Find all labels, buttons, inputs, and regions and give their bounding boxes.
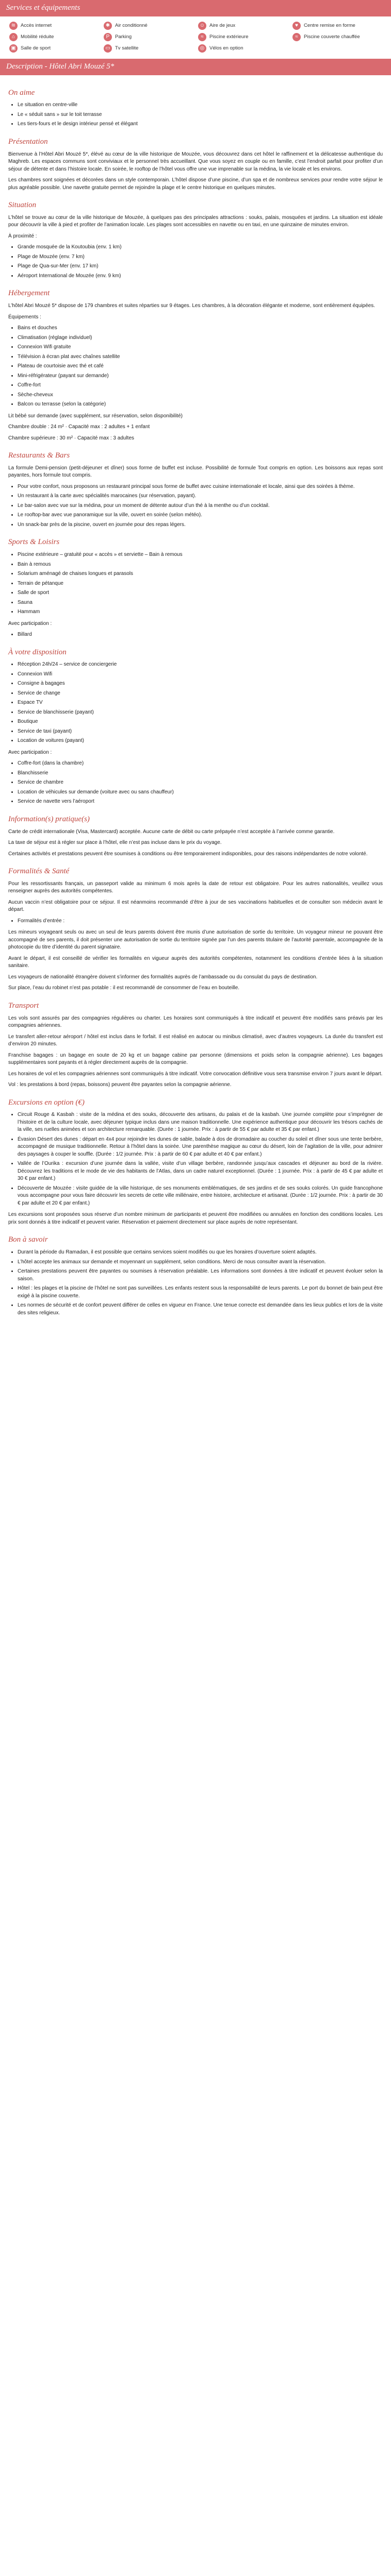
pool-icon: ≈ xyxy=(198,33,206,41)
paragraph: Lit bébé sur demande (avec supplément, sur réservation, selon disponibilité) xyxy=(8,413,183,419)
bullet-item: • Évasion Désert des dunes : départ en 4x4 pour rejoindre les dunes de sable, balade à dos de dromadaire au coucher du soleil et dîner sous une tente berbère, accompagné de musique traditionnelle. Retour à l’hôtel dans la soirée. Une parenthèse magique au cœur du désert, loin de l’agitation de la ville, pour admirer des paysages à couper le souffle. (Durée : 1/2 journée. Prix : à partir de 60 € par adulte et 40 € par enfant.) xyxy=(18,1136,383,1159)
section-excursions xyxy=(8,1097,383,1227)
paragraph: La formule Demi-pension (petit-déjeuner et dîner) sous forme de buffet est incluse. Possibilité de formule Tout compris en option. Les boissons aux repas sont payantes, hors formule tout compris. xyxy=(8,465,383,479)
bullet-item: • Climatisation (réglage individuel) xyxy=(18,334,383,342)
service-label: Aire de jeux xyxy=(209,22,236,28)
section-situation xyxy=(8,200,383,280)
bullet-item: • Location de véhicules sur demande (voiture avec ou sans chauffeur) xyxy=(18,789,383,796)
bullet-item: • Hôtel : les plages et la piscine de l’hôtel ne sont pas surveillées. Les enfants restent sous la responsabilité de leurs parents. Le port du bonnet de bain peut être exigé à la piscine couverte. xyxy=(18,1285,383,1300)
bullet-item: • Plage de Qua-sur-Mer (env. 17 km) xyxy=(18,263,383,270)
description-content xyxy=(0,75,391,1332)
section-title: Transport xyxy=(8,1001,39,1010)
bullet-item: • Bains et douches xyxy=(18,325,383,332)
bullet-item: • Réception 24h/24 – service de conciergerie xyxy=(18,661,383,669)
bullet-item: • Piscine extérieure – gratuité pour « accès » et serviette – Bain à remous xyxy=(18,551,383,559)
service-label: Accès internet xyxy=(21,22,52,28)
section-bon-a-savoir xyxy=(8,1234,383,1317)
services-header: Services et équipements xyxy=(0,0,391,16)
service-label: Centre remise en forme xyxy=(304,22,355,28)
section-title: Restaurants & Bars xyxy=(8,451,70,460)
section-hebergement xyxy=(8,288,383,442)
paragraph: Chambre double : 24 m² · Capacité max : 2 adultes + 1 enfant xyxy=(8,424,150,430)
section-title: Bon à savoir xyxy=(8,1235,48,1244)
bullet-item: • Plage de Mouzée (env. 7 km) xyxy=(18,253,383,261)
bullet-item: • L’hôtel accepte les animaux sur demande et moyennant un supplément, selon conditions. Merci de nous consulter avant la réservation. xyxy=(18,1259,383,1266)
pool-icon: ≈ xyxy=(292,33,301,41)
paragraph: Avant le départ, il est conseillé de vérifier les formalités en vigueur auprès des autorités compétentes, notamment les conditions d’entrée liées à la situation sanitaire. xyxy=(8,955,383,969)
bullet-item: • Le situation en centre-ville xyxy=(18,101,383,109)
section-transport xyxy=(8,1001,383,1089)
bullet-item: • Billard xyxy=(18,631,383,639)
service-label: Air conditionné xyxy=(115,22,148,28)
bullet-item: • Service de blanchisserie (payant) xyxy=(18,709,383,717)
bullet-item: • Formalités d’entrée : xyxy=(18,918,383,925)
bullet-list xyxy=(8,325,383,409)
bullet-item: • Bain à remous xyxy=(18,561,383,569)
bullet-item: • Connexion Wifi gratuite xyxy=(18,344,383,351)
paragraph: L’hôtel Abri Mouzé 5* dispose de 179 chambres et suites réparties sur 9 étages. Les chambres, à la décoration élégante et moderne, sont entièrement équipées. xyxy=(8,303,375,309)
bullet-list xyxy=(8,631,383,639)
bullet-item: • Espace TV xyxy=(18,699,383,707)
paragraph: Certaines activités et prestations peuvent être soumises à conditions ou être temporairement indisponibles, pour des raisons indépendantes de notre volonté. xyxy=(8,851,368,857)
service-label: Mobilité réduite xyxy=(21,33,54,40)
bullet-list xyxy=(8,483,383,529)
bullet-item: • Le bar-salon avec vue sur la médina, pour un moment de détente autour d’un thé à la menthe ou d’un cocktail. xyxy=(18,502,383,510)
bullet-item: • Les tiers-fours et le design intérieur pensé et élégant xyxy=(18,121,383,128)
section-a-noter xyxy=(8,88,383,128)
service-item xyxy=(198,33,287,41)
service-item xyxy=(9,33,99,41)
section-formalites xyxy=(8,866,383,992)
bullet-item: • Balcon ou terrasse (selon la catégorie) xyxy=(18,401,383,409)
bullet-list xyxy=(8,661,383,745)
service-label: Vélos en option xyxy=(209,45,243,51)
bullet-list xyxy=(8,760,383,806)
bullet-item: • Coffre-fort (dans la chambre) xyxy=(18,760,383,768)
bullet-item: • Salle de sport xyxy=(18,589,383,597)
paragraph: Les mineurs voyageant seuls ou avec un seul de leurs parents doivent être munis d’une autorisation de sortie du territoire. Un voyageur mineur ne pouvant être accompagné de ses parents, il doit présenter une autorisation de sortie du territoire signée par l’un des parents titulaire de l’autorité parentale, accompagnée de la photocopie du titre d’identité du parent signataire. xyxy=(8,929,383,951)
bullet-item: • Location de voitures (payant) xyxy=(18,737,383,745)
bullet-item: • Hammam xyxy=(18,608,383,616)
wifi-icon: ≋ xyxy=(9,22,18,30)
bullet-item: • Le « séduit sans » sur le toit terrasse xyxy=(18,111,383,119)
bullet-item: • Consigne à bagages xyxy=(18,680,383,688)
room-icon: ▣ xyxy=(9,44,18,53)
bullet-item: • Solarium aménagé de chaises longues et parasols xyxy=(18,570,383,578)
service-label: Salle de sport xyxy=(21,45,51,51)
paragraph: Le transfert aller-retour aéroport / hôtel est inclus dans le forfait. Il est réalisé en autocar ou minibus climatisé, avec d’autres voyageurs. La durée du transfert est d’environ 20 minutes. xyxy=(8,1033,383,1047)
section-title: Formalités & Santé xyxy=(8,867,70,875)
car-icon: ⌂ xyxy=(9,33,18,41)
section-title: Information(s) pratique(s) xyxy=(8,815,90,823)
bullet-item: • Service de change xyxy=(18,690,383,698)
section-title: Situation xyxy=(8,201,37,209)
service-item xyxy=(198,44,287,53)
section-title: Présentation xyxy=(8,137,48,146)
paragraph: Les vols sont assurés par des compagnies régulières ou charter. Les horaires sont communiqués à titre indicatif et peuvent être modifiés sans préavis par les compagnies aériennes. xyxy=(8,1015,383,1028)
paragraph: Les voyageurs de nationalité étrangère doivent s’informer des formalités auprès de l’ambassade ou du consulat du pays de destination. xyxy=(8,974,318,980)
bullet-item: • Le rooftop-bar avec vue panoramique sur la ville, ouvert en soirée (selon météo). xyxy=(18,512,383,519)
bullet-item: • Connexion Wifi xyxy=(18,671,383,679)
service-item xyxy=(198,22,287,30)
section-title: On aime xyxy=(8,88,35,97)
section-title: Hébergement xyxy=(8,289,50,298)
bullet-list xyxy=(8,1111,383,1207)
paragraph: Les excursions sont proposées sous réserve d’un nombre minimum de participants et peuvent être modifiées ou annulées en fonction des conditions locales. Les prix sont donnés à titre indicatif et peuvent varier. Réservation et paiement directement sur place auprès de notre représentant. xyxy=(8,1212,383,1225)
paragraph: Franchise bagages : un bagage en soute de 20 kg et un bagage cabine par personne (dimensions et poids selon la compagnie aérienne). Les bagages supplémentaires sont payants et à régler directement auprès de la compagnie. xyxy=(8,1052,383,1065)
bullet-item: • Un snack-bar près de la piscine, ouvert en journée pour des repas légers. xyxy=(18,521,383,529)
section-title: Sports & Loisirs xyxy=(8,538,60,547)
snowflake-icon: ✱ xyxy=(104,22,112,30)
bullet-item: • Aéroport International de Mouzée (env. 9 km) xyxy=(18,273,383,280)
bullet-item: • Service de taxi (payant) xyxy=(18,728,383,736)
bullet-item: • Coffre-fort xyxy=(18,382,383,389)
service-label: Tv satellite xyxy=(115,45,139,51)
bullet-item: • Blanchisserie xyxy=(18,770,383,777)
service-label: Parking xyxy=(115,33,132,40)
services-grid xyxy=(0,16,391,59)
bullet-item: • Découverte de Mouzée : visite guidée de la ville historique, de ses monuments emblématiques, de ses jardins et de ses souks colorés. Un guide francophone vous accompagne pour vous faire découvrir les secrets de cette ville millénaire, entre histoire, architecture et artisanat. (Durée : 1/2 journée. Prix : à partir de 30 € par adulte et 20 € par enfant.) xyxy=(18,1185,383,1208)
service-item xyxy=(9,22,99,30)
bullet-item: • Certaines prestations peuvent être payantes ou soumises à réservation préalable. Les informations sont données à titre indicatif et peuvent évoluer selon la saison. xyxy=(18,1268,383,1283)
service-label: Piscine extérieure xyxy=(209,33,249,40)
bullet-list xyxy=(8,1249,383,1317)
bullet-list xyxy=(8,244,383,280)
bullet-item: • Boutique xyxy=(18,718,383,726)
paragraph: Aucun vaccin n’est obligatoire pour ce séjour. Il est néanmoins recommandé d’être à jour de ses vaccinations habituelles et de consulter son médecin avant le départ. xyxy=(8,899,383,913)
paragraph: Pour les ressortissants français, un passeport valide au minimum 6 mois après la date de retour est obligatoire. Pour les autres nationalités, veuillez vous renseigner auprès des autorités compétentes. xyxy=(8,880,383,894)
bullet-item: • Plateau de courtoisie avec thé et café xyxy=(18,363,383,370)
bike-icon: ◎ xyxy=(198,44,206,53)
bullet-item: • Les normes de sécurité et de confort peuvent différer de celles en vigueur en France. Une tenue correcte est demandée dans les lieux publics et lors de la visite des sites religieux. xyxy=(18,1302,383,1317)
description-header: Description - Hôtel Abri Mouzé 5* xyxy=(0,59,391,75)
paragraph: Les chambres sont soignées et décorées dans un style contemporain. L’hôtel dispose d’une piscine, d’un spa et de nombreux services pour rendre votre séjour le plus agréable possible. Une navette gratuite permet de rejoindre la plage et le centre historique en quelques minutes. xyxy=(8,177,383,191)
bullet-list xyxy=(8,101,383,128)
paragraph: Sur place, l’eau du robinet n’est pas potable : il est recommandé de consommer de l’eau en bouteille. xyxy=(8,985,240,991)
kids-icon: ☺ xyxy=(198,22,206,30)
bullet-item: • Télévision à écran plat avec chaînes satellite xyxy=(18,353,383,361)
parking-icon: P xyxy=(104,33,112,41)
service-item xyxy=(104,33,193,41)
paragraph: Avec participation : xyxy=(8,620,52,626)
paragraph: Vol : les prestations à bord (repas, boissons) peuvent être payantes selon la compagnie aérienne. xyxy=(8,1082,232,1088)
paragraph: Avec participation : xyxy=(8,749,52,755)
bullet-item: • Circuit Rouge & Kasbah : visite de la médina et des souks, découverte des artisans, du palais et de la kasbah. Une journée complète pour s’imprégner de l’histoire et de la culture locale, avec déjeuner typique inclus dans une maison traditionnelle. Une expérience authentique pour découvrir les trésors cachés de la ville, ses ruelles animées et son architecture remarquable. (Durée : 1 journée. Prix : à partir de 55 € par adulte et 35 € par enfant.) xyxy=(18,1111,383,1134)
bullet-list xyxy=(8,918,383,925)
bullet-item: • Mini-réfrigérateur (payant sur demande) xyxy=(18,372,383,380)
bullet-item: • Service de navette vers l’aéroport xyxy=(18,798,383,806)
paragraph: Les horaires de vol et les compagnies aériennes sont communiqués à titre indicatif. Votre convocation définitive vous sera transmise environ 7 jours avant le départ. xyxy=(8,1071,383,1077)
tv-icon: ▭ xyxy=(104,44,112,53)
paragraph: Équipements : xyxy=(8,314,41,320)
fitness-icon: ♥ xyxy=(292,22,301,30)
bullet-item: • Pour votre confort, nous proposons un restaurant principal sous forme de buffet avec cuisine internationale et locale, ainsi que des soirées à thème. xyxy=(18,483,383,491)
section-title: Excursions en option (€) xyxy=(8,1098,85,1107)
bullet-item: • Durant la période du Ramadan, il est possible que certains services soient modifiés ou que les horaires d’ouverture soient adaptés. xyxy=(18,1249,383,1257)
section-presentation xyxy=(8,137,383,192)
paragraph: L’hôtel se trouve au cœur de la ville historique de Mouzée, à quelques pas des principales attractions : souks, palais, mosquées et jardins. La situation est idéale pour découvrir la ville à pied et profiter de l’animation locale. Les plages sont accessibles en navette ou en taxi, en une quinzaine de minutes environ. xyxy=(8,214,383,228)
bullet-item: • Sauna xyxy=(18,599,383,607)
service-item xyxy=(104,44,193,53)
paragraph: Bienvenue à l’Hôtel Abri Mouzé 5*, élévé au cœur de la ville historique de Mouzée, vous découvrez dans cet hôtel le raffinement et la délicatesse authentique du Maghreb. Les espaces communs sont conviviaux et le personnel très accueillant. Que vous soyez en couple ou en famille, c’est l’endroit parfait pour profiter d’un séjour de détente et dans l’histoire locale. En soirée, le rooftop de l’hôtel vous offre une vue imprenable sur la médina, la vie locale et les environs. xyxy=(8,151,383,172)
service-item xyxy=(9,44,99,53)
bullet-item: • Terrain de pétanque xyxy=(18,580,383,588)
paragraph: Carte de crédit internationale (Visa, Mastercard) acceptée. Aucune carte de débit ou carte prépayée n’est acceptée à l’arrivée comme garantie. xyxy=(8,828,335,835)
service-item xyxy=(104,22,193,30)
paragraph: Chambre supérieure : 30 m² · Capacité max : 3 adultes xyxy=(8,435,134,441)
bullet-item: • Un restaurant à la carte avec spécialités marocaines (sur réservation, payant). xyxy=(18,493,383,500)
bullet-item: • Service de chambre xyxy=(18,779,383,787)
section-sports xyxy=(8,537,383,638)
bullet-item: • Sèche-cheveux xyxy=(18,392,383,399)
service-label: Piscine couverte chauffée xyxy=(304,33,360,40)
section-infos xyxy=(8,814,383,858)
section-enfants xyxy=(8,647,383,806)
section-restauration xyxy=(8,450,383,529)
service-item xyxy=(292,33,382,41)
bullet-list xyxy=(8,551,383,616)
section-title: À votre disposition xyxy=(8,648,67,656)
bullet-item: • Vallée de l’Ourika : excursion d’une journée dans la vallée, visite d’un village berbère, randonnée jusqu’aux cascades et déjeuner au bord de la rivière. Découvrez les traditions et le mode de vie des habitants de l’Atlas, dans un cadre naturel exceptionnel. (Durée : 1 journée. Prix : à partir de 45 € par adulte et 30 € par enfant.) xyxy=(18,1160,383,1183)
paragraph: À proximité : xyxy=(8,233,37,239)
paragraph: La taxe de séjour est à régler sur place à l’hôtel, elle n’est pas incluse dans le prix du voyage. xyxy=(8,840,222,845)
service-item xyxy=(292,22,382,30)
bullet-item: • Grande mosquée de la Koutoubia (env. 1 km) xyxy=(18,244,383,251)
